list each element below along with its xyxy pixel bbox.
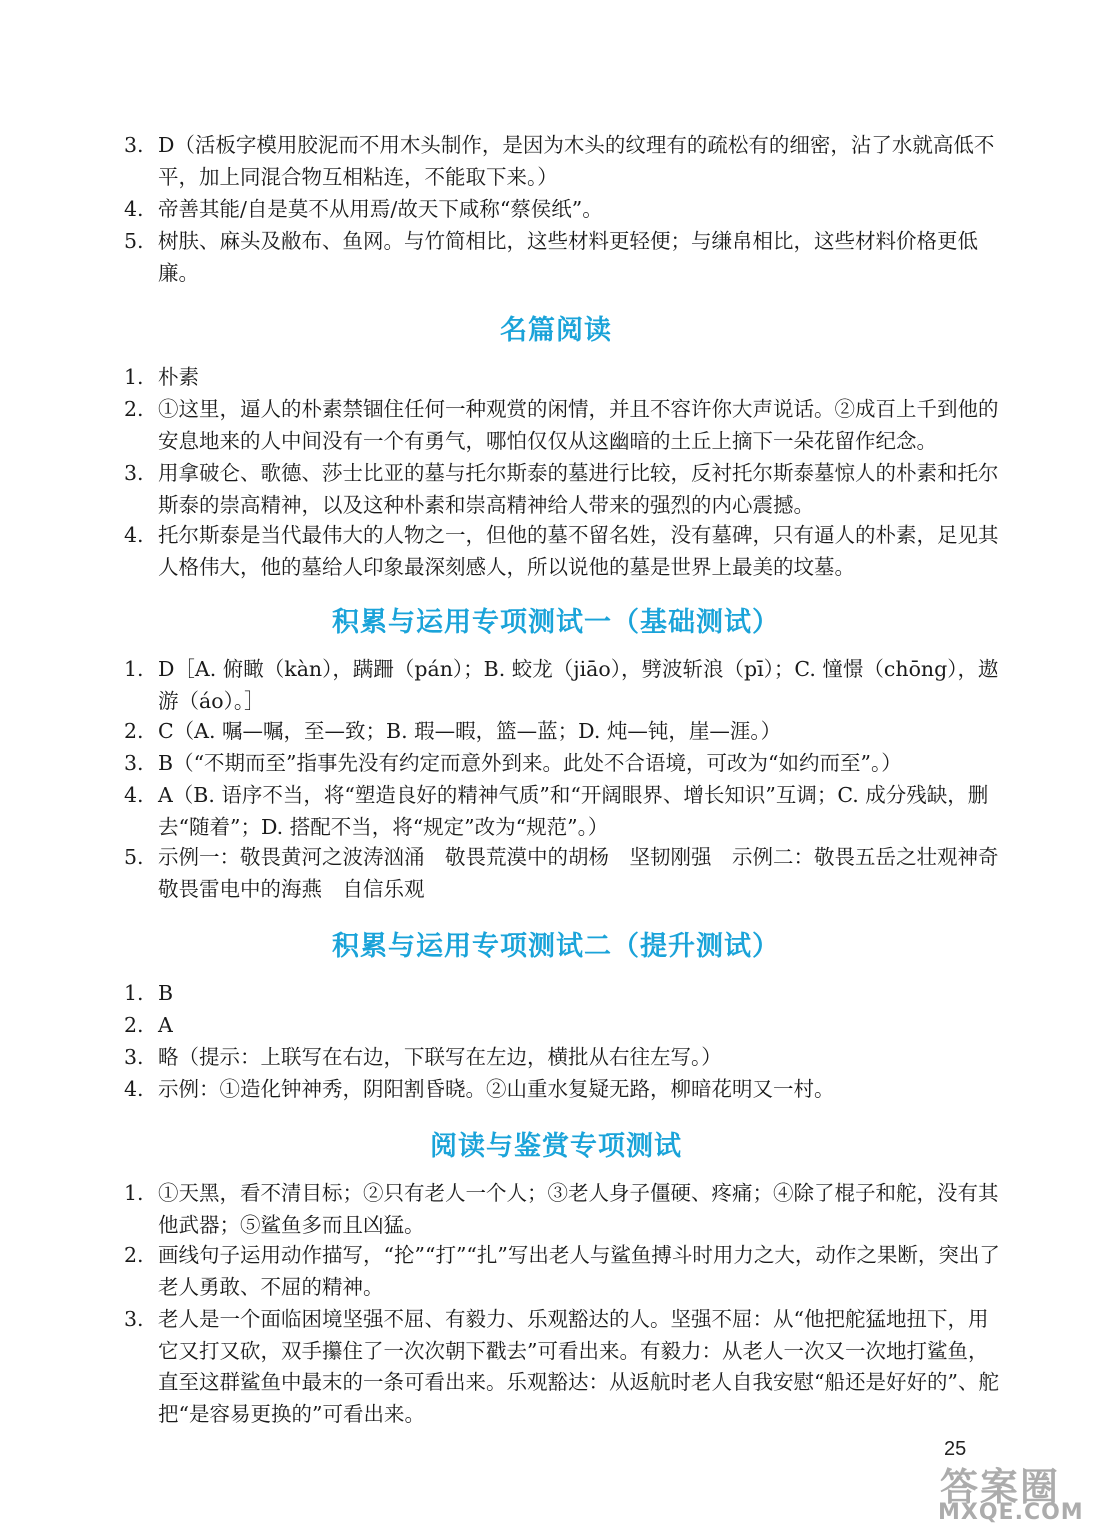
item-text: 示例：①造化钟神秀，阴阳割昏晓。②山重水复疑无路，柳暗花明又一村。 — [158, 1077, 835, 1101]
list-item — [124, 1074, 1004, 1106]
list-item — [124, 842, 1019, 905]
list-item — [124, 748, 1004, 780]
item-number: 2. — [124, 1013, 144, 1037]
item-text: B — [158, 981, 174, 1005]
list-item — [124, 978, 1004, 1010]
item-number: 3. — [124, 751, 144, 775]
section-heading: 名篇阅读 — [500, 315, 612, 346]
list-item — [124, 780, 1004, 843]
list-item — [124, 1178, 1004, 1241]
item-text: 树肤、麻头及敝布、鱼网。与竹简相比，这些材料更轻便；与缣帛相比，这些材料价格更低廉。 — [158, 229, 978, 285]
section-heading: 积累与运用专项测试二（提升测试） — [332, 931, 780, 962]
item-number: 2. — [124, 397, 144, 421]
item-text: 略（提示：上联写在右边，下联写在左边，横批从右往左写。） — [158, 1045, 722, 1069]
item-number: 3. — [124, 133, 144, 157]
item-text: ①这里，逼人的朴素禁锢住任何一种观赏的闲情，并且不容许你大声说话。②成百上千到他的安息地来的人中间没有一个有勇气，哪怕仅仅从这幽暗的土丘上摘下一朵花留作纪念。 — [158, 397, 999, 453]
item-text: ①天黑，看不清目标；②只有老人一个人；③老人身子僵硬、疼痛；④除了棍子和舵，没有其他武器；⑤鲨鱼多而且凶猛。 — [158, 1181, 999, 1237]
item-number: 2. — [124, 1243, 144, 1267]
item-text: 画线句子运用动作描写，“抡”“打”“扎”写出老人与鲨鱼搏斗时用力之大，动作之果断，突出了老人勇敢、不屈的精神。 — [158, 1243, 1000, 1299]
list-item — [124, 458, 1004, 521]
item-number: 4. — [124, 783, 144, 807]
item-text: A — [158, 1013, 173, 1037]
list-item — [124, 130, 1004, 193]
item-text: 帝善其能/自是莫不从用焉/故天下咸称“蔡侯纸”。 — [158, 197, 603, 221]
list-item — [124, 716, 1004, 748]
item-text: 朴素 — [158, 365, 199, 389]
item-text: B（“不期而至”指事先没有约定而意外到来。此处不合语境，可改为“如约而至”。） — [158, 751, 902, 775]
list-item — [124, 1240, 1004, 1303]
section-heading: 阅读与鉴赏专项测试 — [430, 1131, 682, 1162]
item-text: 托尔斯泰是当代最伟大的人物之一，但他的墓不留名姓，没有墓碑，只有逼人的朴素，足见其人格伟大，他的墓给人印象最深刻感人，所以说他的墓是世界上最美的坟墓。 — [158, 523, 999, 579]
section-heading: 积累与运用专项测试一（基础测试） — [332, 607, 780, 638]
list-item — [124, 520, 1004, 583]
item-number: 1. — [124, 365, 144, 389]
list-item — [124, 1042, 1004, 1074]
item-number: 3. — [124, 461, 144, 485]
item-number: 1. — [124, 657, 144, 681]
list-item — [124, 1010, 1004, 1042]
list-item — [124, 362, 1004, 394]
item-number: 2. — [124, 719, 144, 743]
item-number: 4. — [124, 1077, 144, 1101]
item-text: A（B. 语序不当，将“塑造良好的精神气质”和“开阔眼界、增长知识”互调；C. 成分残缺，删去“随着”；D. 搭配不当，将“规定”改为“规范”。） — [158, 783, 989, 839]
item-number: 1. — [124, 1181, 144, 1205]
page-number: 25 — [944, 1438, 967, 1460]
list-item — [124, 394, 1004, 457]
list-item — [124, 654, 1004, 717]
item-number: 1. — [124, 981, 144, 1005]
item-number: 4. — [124, 523, 144, 547]
item-number: 5. — [124, 229, 144, 253]
item-text: D（活板字模用胶泥而不用木头制作，是因为木头的纹理有的疏松有的细密，沾了水就高低不平，加上同混合物互相粘连，不能取下来。） — [158, 133, 995, 189]
item-number: 3. — [124, 1045, 144, 1069]
item-text: 用拿破仑、歌德、莎士比亚的墓与托尔斯泰的墓进行比较，反衬托尔斯泰墓惊人的朴素和托尔斯泰的崇高精神，以及这种朴素和崇高精神给人带来的强烈的内心震撼。 — [158, 461, 999, 517]
list-item — [124, 194, 1004, 226]
item-text: C（A. 嘱—嘱，至—致；B. 瑕—暇，篮—蓝；D. 炖—钝，崖—涯。） — [158, 719, 782, 743]
item-text: 老人是一个面临困境坚强不屈、有毅力、乐观豁达的人。坚强不屈：从“他把舵猛地扭下，用它又打又砍，双手攥住了一次次朝下戳去”可看出来。有毅力：从老人一次又一次地打鲨鱼，直至这群鲨鱼中最末的一条可看出来。乐观豁达：从返航时老人自我安慰“船还是好好的”、舵把“是容易更换的”可看出来。 — [158, 1307, 999, 1426]
list-item — [124, 226, 1004, 289]
list-item — [124, 1304, 1004, 1430]
item-number: 5. — [124, 845, 144, 869]
item-number: 4. — [124, 197, 144, 221]
watermark-title: 答案圈 — [940, 1465, 1061, 1509]
watermark-logo — [932, 1456, 1110, 1532]
item-text: 示例一：敬畏黄河之波涛汹涌 敬畏荒漠中的胡杨 坚韧刚强 示例二：敬畏五岳之壮观神奇 敬畏雷电中的海燕 自信乐观 — [158, 845, 1019, 901]
watermark-url: MXQE.COM — [938, 1500, 1084, 1525]
item-text: D［A. 俯瞰（kàn），蹒跚（pán）；B. 蛟龙（jiāo），劈波斩浪（pī）；C. 憧憬（chōng），遨游（áo）。］ — [158, 657, 999, 713]
item-number: 3. — [124, 1307, 144, 1331]
